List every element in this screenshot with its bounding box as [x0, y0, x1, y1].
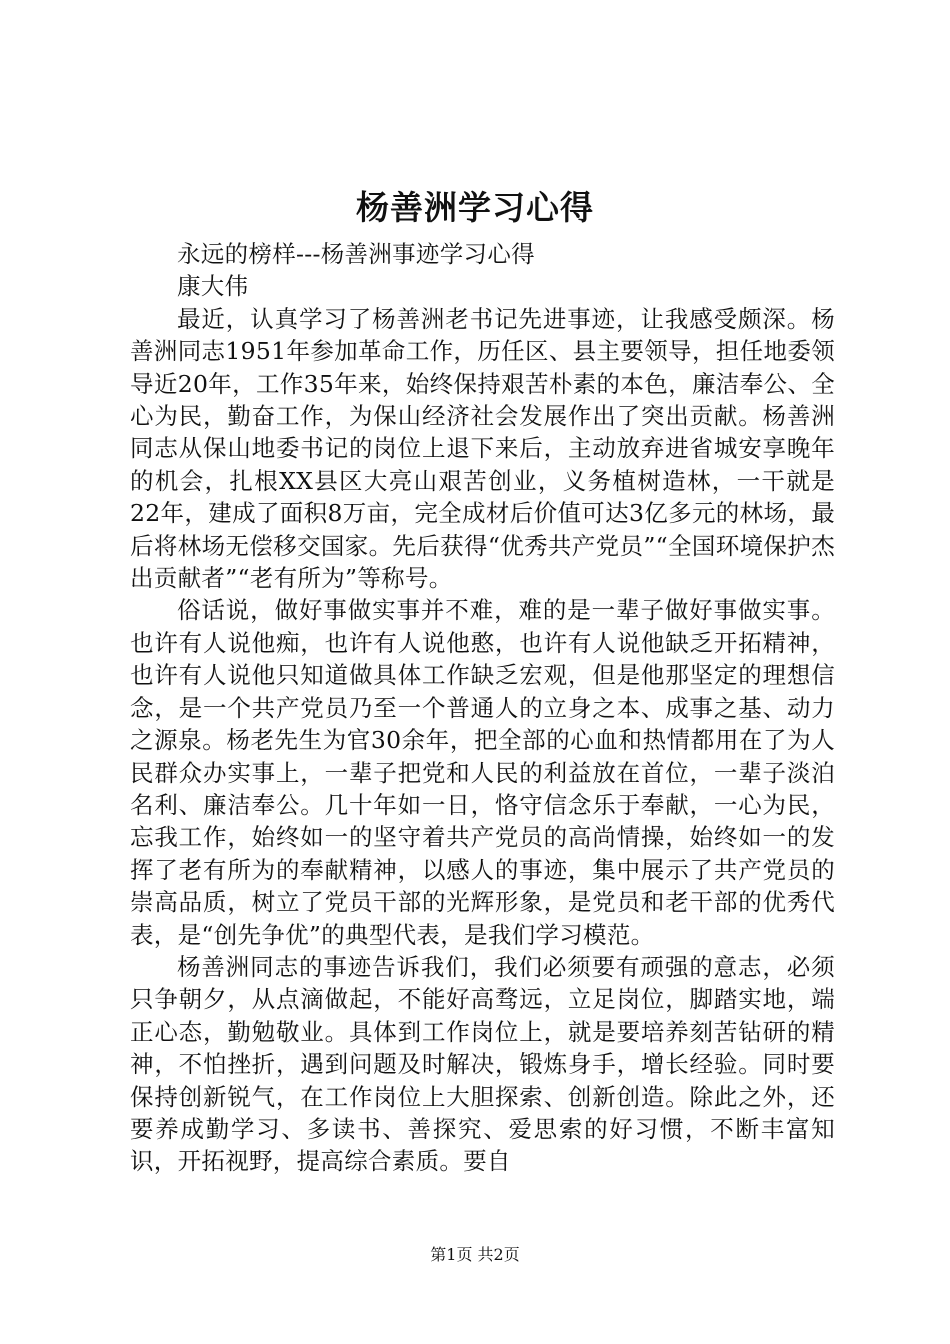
author-line: 康大伟 [177, 272, 249, 301]
body-paragraph: 俗话说，做好事做实事并不难，难的是一辈子做好事做实事。也许有人说他痴，也许有人说他憨，也许有人说他缺乏开拓精神，也许有人说他只知道做具体工作缺乏宏观，但是他那坚定的理想信念，是一个共产党员乃至一个普通人的立身之本、成事之基、动力之源泉。杨老先生为官30余年，把全部的心血和热情都用在了为人民群众办实事上，一辈子把党和人民的利益放在首位，一辈子淡泊名利、廉洁奉公。几十年如一日，恪守信念乐于奉献，一心为民，忘我工作，始终如一的坚守着共产党员的高尚情操，始终如一的发挥了老有所为的奉献精神，以感人的事迹，集中展示了共产党员的崇高品质，树立了党员干部的光辉形象，是党员和老干部的优秀代表，是“创先争优”的典型代表，是我们学习模范。 [130, 596, 835, 949]
body-paragraph: 杨善洲同志的事迹告诉我们，我们必须要有顽强的意志，必须只争朝夕，从点滴做起，不能好高骛远，立足岗位，脚踏实地，端正心态，勤勉敬业。具体到工作岗位上，就是要培养刻苦钻研的精神，不怕挫折，遇到问题及时解决，锻炼身手，增长经验。同时要保持创新锐气，在工作岗位上大胆探索、创新创造。除此之外，还要养成勤学习、多读书、善探究、爱思索的好习惯，不断丰富知识，开拓视野，提高综合素质。要自 [130, 952, 835, 1176]
page-footer: 第1页 共2页 [430, 1245, 520, 1264]
document-title: 杨善洲学习心得 [356, 188, 594, 227]
body-paragraph: 最近，认真学习了杨善洲老书记先进事迹，让我感受颇深。杨善洲同志1951年参加革命工作，历任区、县主要领导，担任地委领导近20年，工作35年来，始终保持艰苦朴素的本色，廉洁奉公、全心为民，勤奋工作，为保山经济社会发展作出了突出贡献。杨善洲同志从保山地委书记的岗位上退下来后，主动放弃进省城安享晚年的机会，扎根XX县区大亮山艰苦创业，义务植树造林，一干就是22年，建成了面积8万亩，完全成材后价值可达3亿多元的林场，最后将林场无偿移交国家。先后获得“优秀共产党员”“全国环境保护杰出贡献者”“老有所为”等称号。 [130, 304, 835, 593]
document-body [130, 238, 835, 1178]
subtitle-line: 永远的榜样---杨善洲事迹学习心得 [177, 240, 535, 268]
